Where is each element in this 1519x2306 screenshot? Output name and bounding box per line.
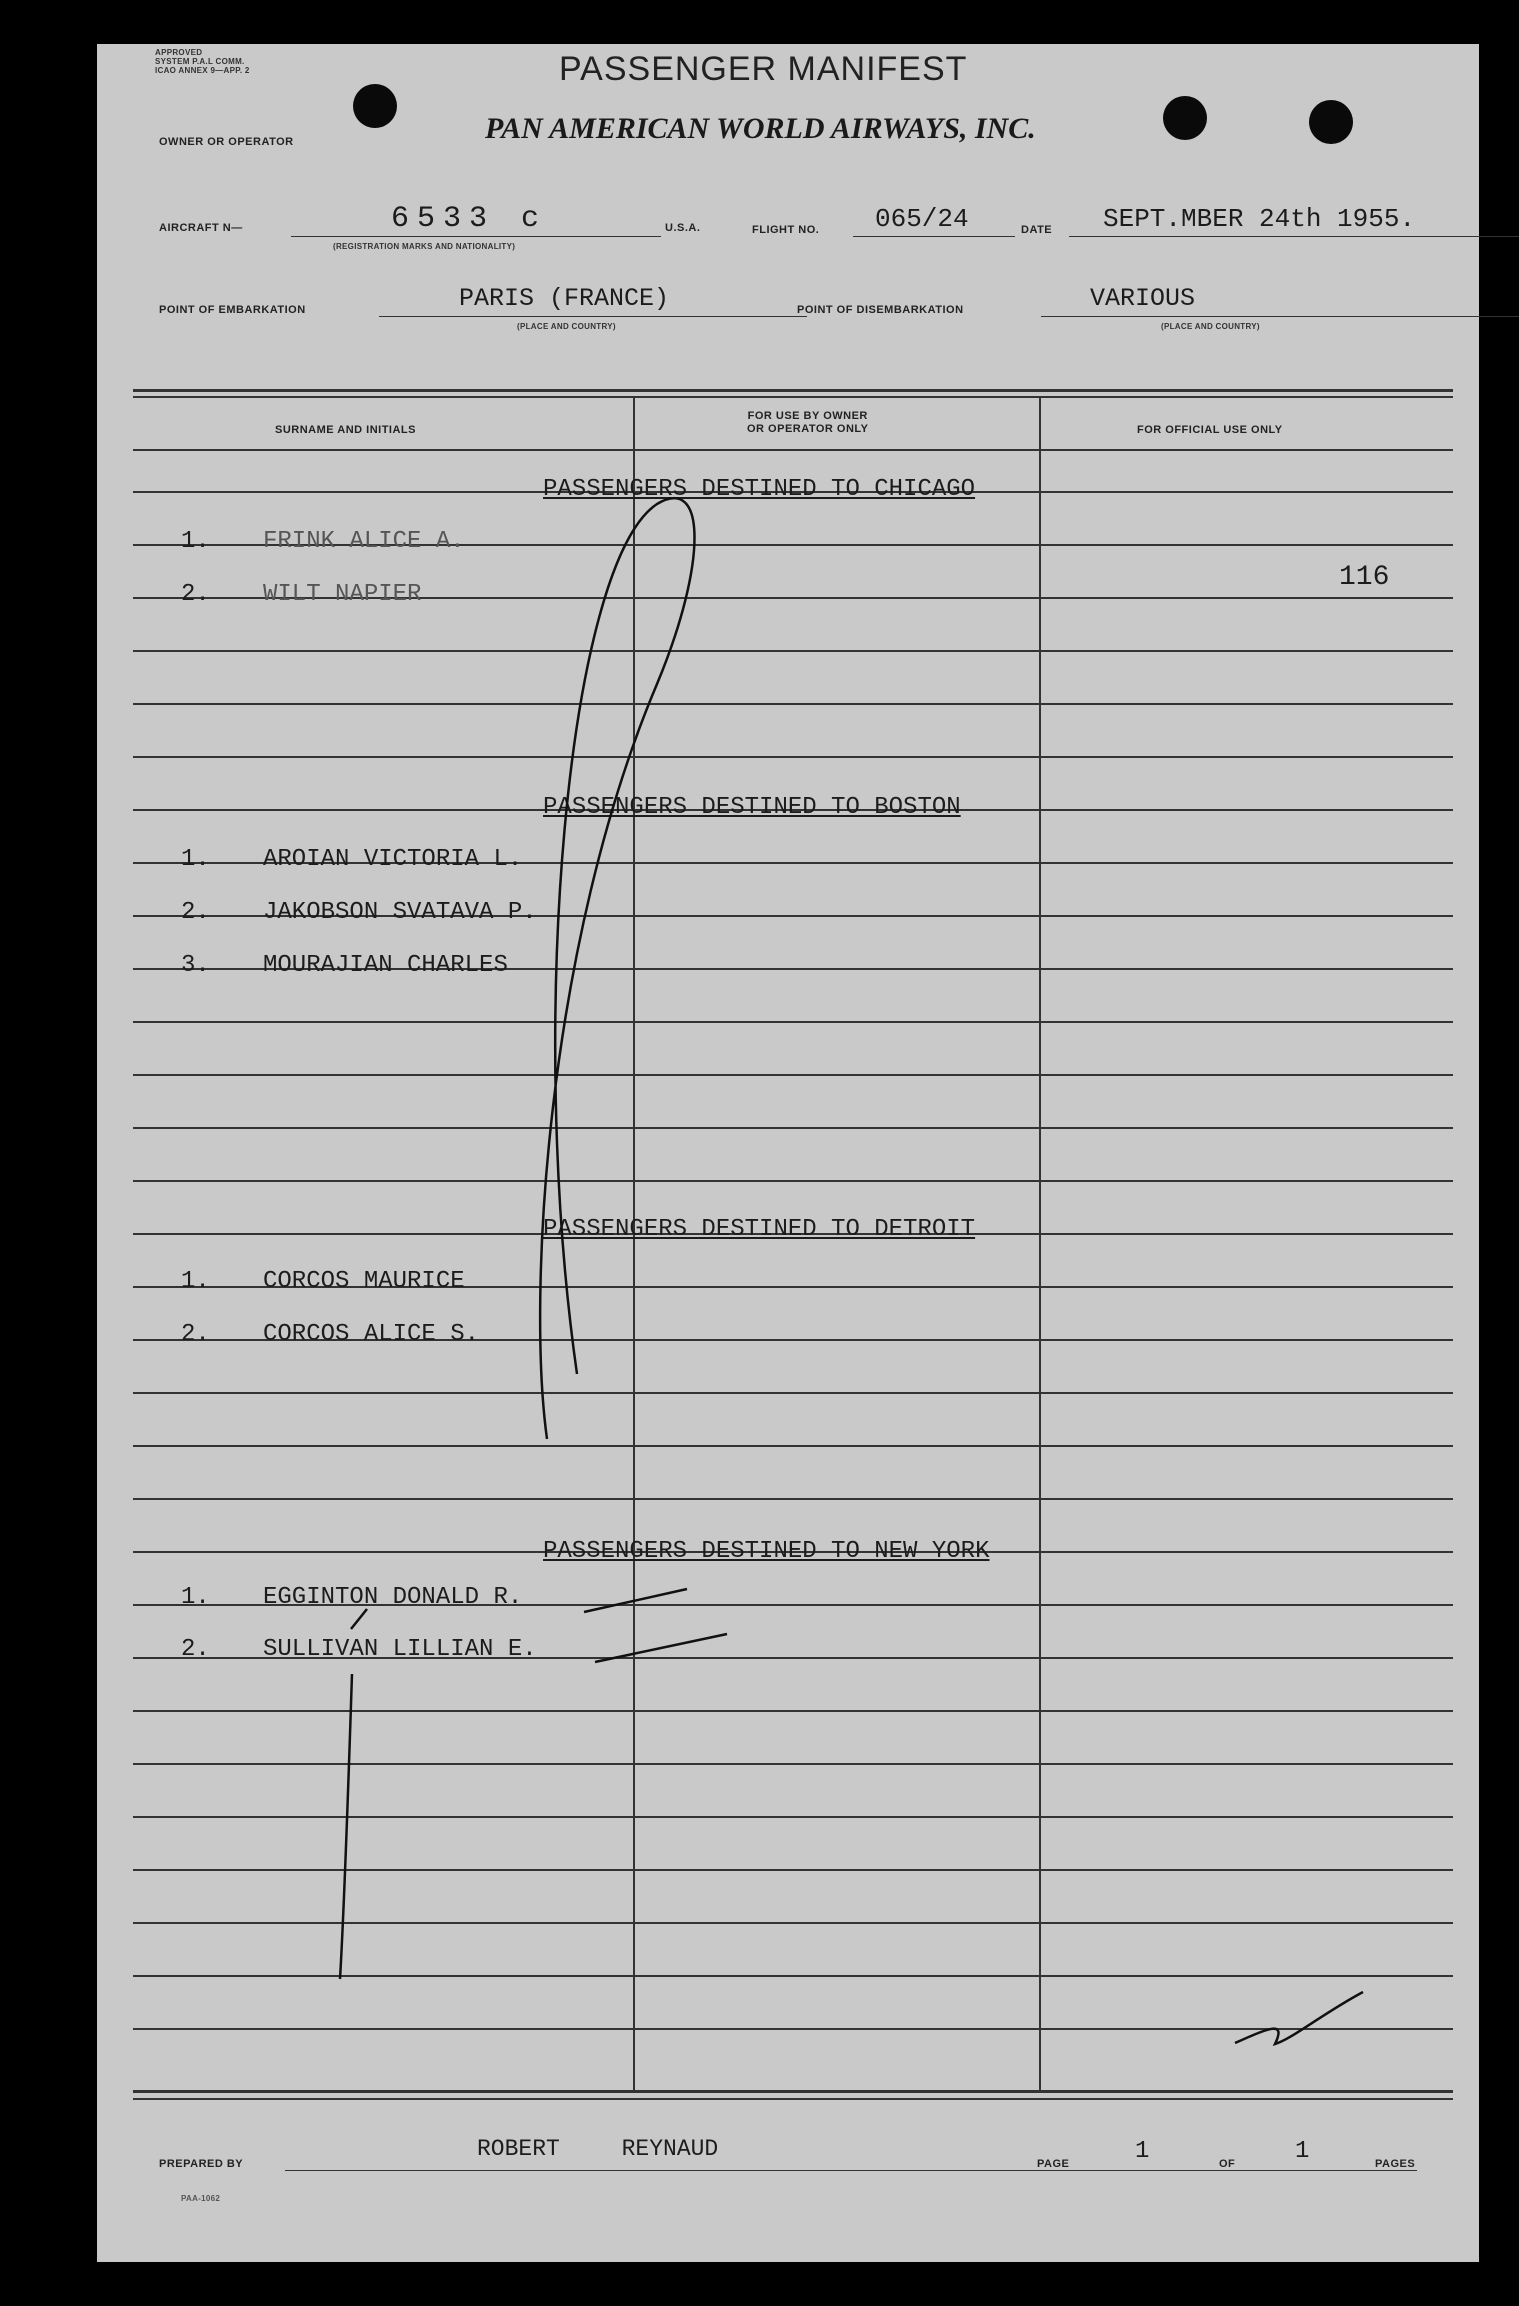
row-number: 1. — [181, 1268, 210, 1295]
place-note: (PLACE AND COUNTRY) — [1161, 322, 1260, 331]
column-header-official: FOR OFFICIAL USE ONLY — [1137, 424, 1283, 436]
row-number: 2. — [181, 899, 210, 926]
passenger-name: EGGINTON DONALD R. — [263, 1584, 523, 1611]
approval-line: APPROVED — [155, 48, 203, 57]
row-number: 1. — [181, 1584, 210, 1611]
official-note: 116 — [1339, 562, 1390, 593]
disembarkation-place: VARIOUS — [1090, 284, 1196, 313]
column-header-surname: SURNAME AND INITIALS — [275, 424, 416, 436]
pen-loop — [540, 498, 694, 1439]
passenger-name: AROIAN VICTORIA L. — [263, 846, 523, 873]
pen-stroke — [351, 1609, 367, 1629]
passenger-name: FRINK ALICE A. — [263, 528, 465, 555]
prepared-by-name: ROBERT REYNAUD — [477, 2136, 719, 2162]
flight-number: 065/24 — [875, 204, 969, 234]
passenger-name: MOURAJIAN CHARLES — [263, 952, 508, 979]
section-heading: PASSENGERS DESTINED TO BOSTON — [543, 794, 961, 821]
row-number: 2. — [181, 581, 210, 608]
page-number: 1 — [1135, 2138, 1150, 2165]
disembarkation-label: POINT OF DISEMBARKATION — [797, 304, 964, 316]
passenger-name: SULLIVAN LILLIAN E. — [263, 1636, 537, 1663]
page-label: PAGE — [1037, 2158, 1070, 2170]
header-line: OR OPERATOR ONLY — [747, 423, 869, 435]
section-heading: PASSENGERS DESTINED TO DETROIT — [543, 1216, 976, 1243]
page-title: PASSENGER MANIFEST — [559, 50, 968, 88]
date-label: DATE — [1021, 224, 1053, 236]
passenger-name: CORCOS MAURICE — [263, 1268, 465, 1295]
pen-initial — [1235, 1992, 1363, 2044]
approval-line: ICAO ANNEX 9—APP. 2 — [155, 66, 250, 75]
flight-date: SEPT.MBER 24th 1955. — [1103, 204, 1416, 234]
row-number: 2. — [181, 1636, 210, 1663]
registration-note: (REGISTRATION MARKS AND NATIONALITY) — [333, 242, 516, 251]
embarkation-label: POINT OF EMBARKATION — [159, 304, 306, 316]
of-label: OF — [1219, 2158, 1236, 2170]
underline — [285, 2170, 1133, 2171]
flight-label: FLIGHT NO. — [752, 224, 820, 236]
pen-stroke — [584, 1589, 687, 1612]
passenger-name: JAKOBSON SVATAVA P. — [263, 899, 537, 926]
row-number: 1. — [181, 846, 210, 873]
row-number: 1. — [181, 528, 210, 555]
pen-marks — [97, 44, 1479, 2262]
prepared-by-label: PREPARED BY — [159, 2158, 244, 2170]
section-heading: PASSENGERS DESTINED TO NEW YORK — [543, 1538, 990, 1565]
operator-name: PAN AMERICAN WORLD AIRWAYS, INC. — [485, 112, 1036, 145]
embarkation-place: PARIS (FRANCE) — [459, 284, 670, 313]
aircraft-label: AIRCRAFT N— — [159, 222, 243, 234]
approval-line: SYSTEM P.A.L COMM. — [155, 57, 245, 66]
manifest-page — [97, 44, 1479, 2262]
section-heading: PASSENGERS DESTINED TO CHICAGO — [543, 476, 976, 503]
pen-stroke — [340, 1674, 352, 1979]
underline — [1083, 2170, 1417, 2171]
usa-label: U.S.A. — [665, 222, 701, 234]
row-number: 2. — [181, 1321, 210, 1348]
passenger-name: WILT NAPIER — [263, 581, 422, 608]
passenger-name: CORCOS ALICE S. — [263, 1321, 480, 1348]
pages-label: PAGES — [1375, 2158, 1416, 2170]
owner-label: OWNER OR OPERATOR — [159, 136, 294, 148]
row-number: 3. — [181, 952, 210, 979]
aircraft-registration: 6533 c — [391, 202, 548, 236]
place-note: (PLACE AND COUNTRY) — [517, 322, 616, 331]
pen-stroke — [595, 1634, 727, 1662]
form-number: PAA-1062 — [181, 2194, 221, 2203]
page-total: 1 — [1295, 2138, 1310, 2165]
header-line: FOR USE BY OWNER — [747, 410, 868, 422]
